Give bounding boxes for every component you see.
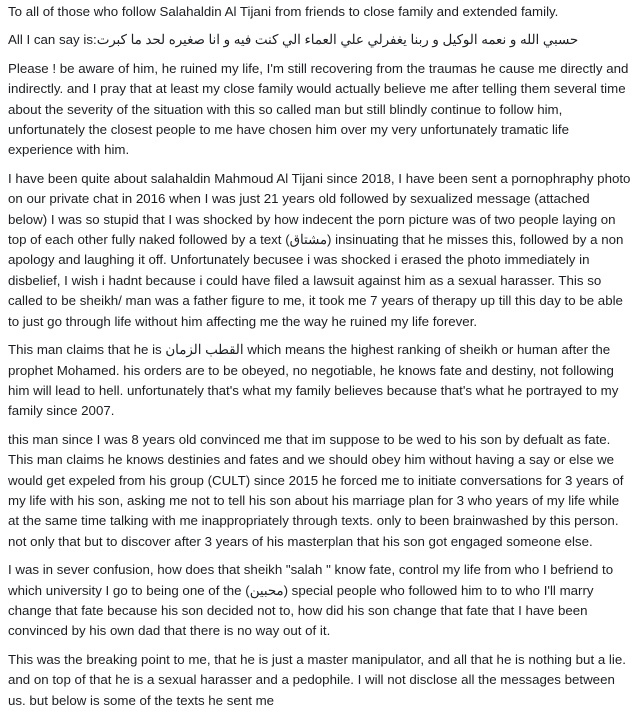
post-paragraph-breaking-point: This was the breaking point to me, that he is just a master manipulator, and all that he is nothing but a lie. and on top of that he is a sexual harasser and a pedophile. I will not disclose all the messages between us. but below is some of the texts he sent me bbox=[8, 651, 626, 708]
post-paragraph-confusion: I was in sever confusion, how does that sheikh "salah " know fate, control my life from who I befriend to which university I go to being one of the (محبين) special people who followed him to to who I'll marry change that fate because his son decided not to, how did his son change that fate that I have been convinced by his own dad that there is no way out of it. bbox=[8, 562, 614, 639]
post-paragraph-incident: I have been quite about salahaldin Mahmoud Al Tijani since 2018, I have been sent a pornophraphy photo on our private chat in 2016 when I was just 21 years old followed by sexualized message (attached below) I was so stupid that I was shocked by how indecent the porn picture was of two people laying on top of each other fully naked followed by a text (مشتاق) insinuating that he misses this, followed by a non apology and laughing it off. Unfortunately becusee i was shocked i erased the photo immediately in disbelief, I wish i hadnt because i could have filed a lawsuit against him as a sexual harasser. This so called to be sheikh/ man was a father figure to me, it took me 7 years of therapy up till this day to be able to just go through life without him affecting me the way he ruined my life forever. bbox=[8, 170, 631, 329]
post-paragraph-intro: To all of those who follow Salahaldin Al Tijani from friends to close family and extended family. bbox=[8, 4, 559, 19]
post-body bbox=[8, 2, 632, 719]
post-paragraph-prayer: All I can say is:حسبي الله و نعمه الوكيل و ربنا يغفرلي علي العماء الي كنت فيه و انا صغيره لحد ما كبرت bbox=[8, 32, 579, 48]
post-paragraph-warning: Please ! be aware of him, he ruined my life, I'm still recovering from the traumas he cause me directly and indirectly. and I pray that at least my close family would actually believe me after telling them several time about the severity of the situation with this so called man but still blindly continue to follow him, unfortunately the closest people to me have chosen him over my very unfortunately tramatic life experience with him. bbox=[8, 60, 629, 158]
post-paragraph-marriage: this man since I was 8 years old convinced me that im suppose to be wed to his son by defualt as fate. This man claims he knows destinies and fates and we should obey him without having a say or else we would get expeled from his group (CULT) since 2015 he forced me to initiate conversations for 3 years of my life with his son, asking me not to tell his son about his marriage plan for 3 who years of my life while at the same time talking with me inappropriately through texts. only to been brainwashed by this person. not only that but to discover after 3 years of his masterplan that his son got engaged someone else. bbox=[8, 431, 624, 549]
post-paragraph-claims: This man claims that he is القطب الزمان which means the highest ranking of sheikh or human after the prophet Mohamed. his orders are to be obeyed, no negotiable, he knows fate and destiny, not following him will lead to hell. unfortunately that's what my family believes because that's what he portrayed to my family since 2007. bbox=[8, 342, 619, 419]
